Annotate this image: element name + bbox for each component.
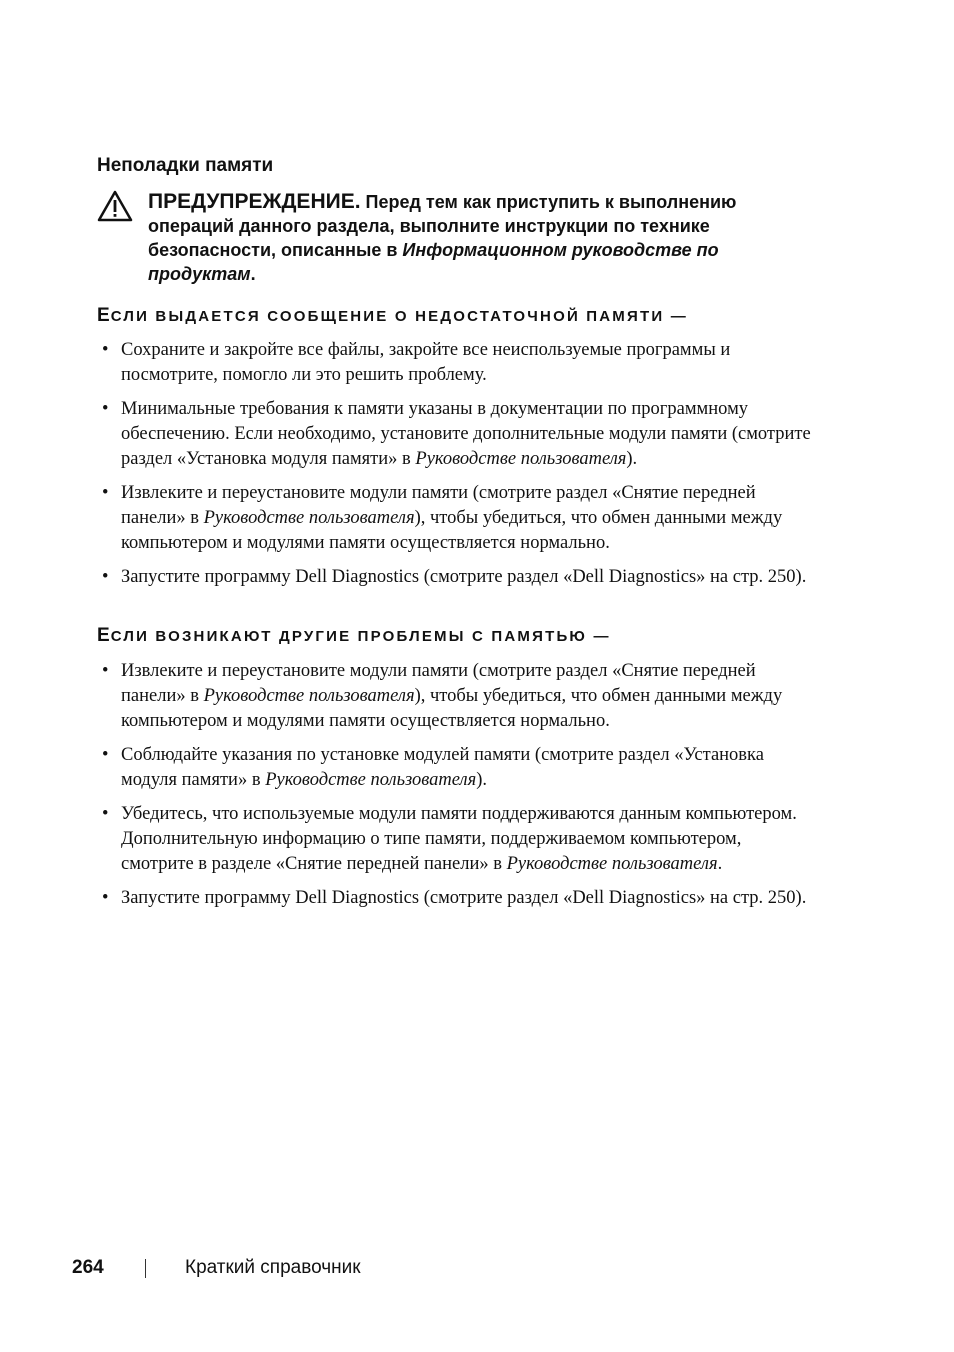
subheading-low-memory: ЕСЛИ ВЫДАЕТСЯ СООБЩЕНИЕ О НЕДОСТАТОЧНОЙ ПАМЯТИ —	[97, 305, 688, 326]
list-item: • Минимальные требования к памяти указаны в документации по программному обеспечению. Если необходимо, установите дополнительные модули памяти (смотрите раздел «Установка модуля памяти» в Руководстве пользователя).	[97, 397, 817, 472]
subheading-other-problems: ЕСЛИ ВОЗНИКАЮТ ДРУГИЕ ПРОБЛЕМЫ С ПАМЯТЬЮ —	[97, 625, 611, 646]
page-number: 264	[72, 1257, 104, 1278]
warning-triangle-icon	[97, 190, 133, 222]
footer-divider	[145, 1259, 146, 1278]
warning-label: ПРЕДУПРЕЖДЕНИЕ.	[148, 190, 361, 213]
bullet-list-other-problems	[97, 659, 817, 920]
warning-text	[148, 190, 818, 286]
warning-block	[97, 190, 817, 286]
footer-title: Краткий справочник	[185, 1257, 361, 1278]
warning-body: Перед тем как приступить к выполнению операций данного раздела, выполните инструкции по технике безопасности, описанные в	[148, 192, 737, 260]
list-item: • Извлеките и переустановите модули памяти (смотрите раздел «Снятие передней панели» в Руководстве пользователя), чтобы убедиться, что обмен данными между компьютером и модулями памяти осуществляется нормально.	[97, 659, 817, 734]
warning-end: .	[250, 264, 256, 284]
list-item: • Сохраните и закройте все файлы, закройте все неиспользуемые программы и посмотрите, помогло ли это решить проблему.	[97, 338, 817, 388]
bullet-list-low-memory	[97, 338, 817, 599]
list-item: • Извлеките и переустановите модули памяти (смотрите раздел «Снятие передней панели» в Руководстве пользователя), чтобы убедиться, что обмен данными между компьютером и модулями памяти осуществляется нормально.	[97, 481, 817, 556]
list-item: • Убедитесь, что используемые модули памяти поддерживаются данным компьютером. Дополнительную информацию о типе памяти, поддерживаемом компьютером, смотрите в разделе «Снятие передней панели» в Руководстве пользователя.	[97, 802, 817, 877]
list-item: • Соблюдайте указания по установке модулей памяти (смотрите раздел «Установка модуля памяти» в Руководстве пользователя).	[97, 743, 817, 793]
list-item: • Запустите программу Dell Diagnostics (смотрите раздел «Dell Diagnostics» на стр. 250).	[97, 565, 817, 590]
list-item: • Запустите программу Dell Diagnostics (смотрите раздел «Dell Diagnostics» на стр. 250).	[97, 886, 817, 911]
section-title: Неполадки памяти	[97, 155, 274, 176]
warning-italic: Информационном руководстве по продуктам	[148, 240, 719, 284]
